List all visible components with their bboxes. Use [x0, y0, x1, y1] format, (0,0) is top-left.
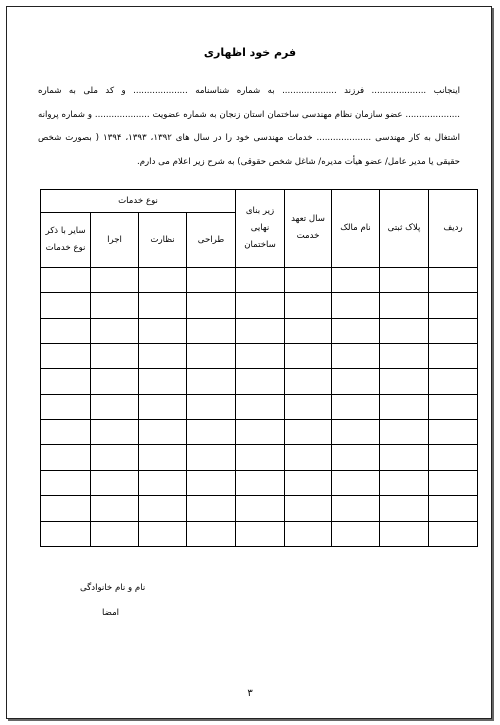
table-cell[interactable] [91, 293, 139, 318]
table-cell[interactable] [187, 369, 236, 394]
table-cell[interactable] [187, 394, 236, 419]
table-cell[interactable] [139, 420, 187, 445]
table-cell[interactable] [332, 267, 380, 292]
table-cell[interactable] [41, 470, 91, 495]
table-cell[interactable] [41, 369, 91, 394]
header-tarahi: طراحی [187, 213, 236, 268]
table-cell[interactable] [332, 470, 380, 495]
table-cell[interactable] [187, 521, 236, 546]
table-row [41, 343, 478, 368]
table-cell[interactable] [236, 394, 285, 419]
table-cell[interactable] [41, 445, 91, 470]
table-cell[interactable] [139, 369, 187, 394]
table-cell[interactable] [139, 394, 187, 419]
header-malek: نام مالک [332, 190, 380, 268]
table-cell[interactable] [380, 267, 429, 292]
table-cell[interactable] [187, 420, 236, 445]
form-title: فرم خود اظهاری [203, 46, 297, 59]
table-cell[interactable] [332, 521, 380, 546]
table-cell[interactable] [285, 496, 332, 521]
paragraph-line-4: مدیره/ شاغل شخص حقوقی) به شرح زیر اعلام می دارم. [136, 156, 342, 167]
table-cell[interactable] [187, 343, 236, 368]
header-zirbana-line2: نهایی [250, 222, 270, 233]
table-cell[interactable] [285, 445, 332, 470]
header-zirbana-line1: زیر بنای [245, 205, 275, 216]
table-cell[interactable] [429, 318, 478, 343]
table-cell[interactable] [429, 445, 478, 470]
table-cell[interactable] [41, 318, 91, 343]
table-cell[interactable] [285, 521, 332, 546]
table-cell[interactable] [332, 445, 380, 470]
table-cell[interactable] [380, 369, 429, 394]
header-nezarat: نظارت [139, 213, 187, 268]
table-cell[interactable] [139, 445, 187, 470]
header-sayer [41, 213, 91, 268]
table-cell[interactable] [187, 318, 236, 343]
table-cell[interactable] [139, 343, 187, 368]
table-cell[interactable] [139, 293, 187, 318]
table-cell[interactable] [91, 394, 139, 419]
header-sal-line2: خدمت [296, 231, 320, 242]
table-row [41, 394, 478, 419]
header-sal-line1: سال تعهد [291, 214, 325, 225]
table-cell[interactable] [236, 470, 285, 495]
table-cell[interactable] [236, 343, 285, 368]
header-pelak: پلاک ثبتی [380, 190, 429, 268]
table-cell[interactable] [41, 394, 91, 419]
table-row [41, 267, 478, 292]
table-cell[interactable] [236, 420, 285, 445]
table-cell[interactable] [91, 420, 139, 445]
table-cell[interactable] [285, 293, 332, 318]
header-zirbana [236, 190, 285, 268]
table-cell[interactable] [380, 318, 429, 343]
header-radif: ردیف [429, 190, 478, 268]
table-cell[interactable] [187, 445, 236, 470]
table-cell[interactable] [429, 394, 478, 419]
table-cell[interactable] [91, 521, 139, 546]
table-cell[interactable] [187, 496, 236, 521]
table-cell[interactable] [91, 318, 139, 343]
table-cell[interactable] [380, 293, 429, 318]
table-row [41, 420, 478, 445]
table-cell[interactable] [429, 267, 478, 292]
signature-sign-label: امضا [102, 608, 120, 618]
table-cell[interactable] [236, 369, 285, 394]
header-ejra: اجرا [91, 213, 139, 268]
table-cell[interactable] [139, 267, 187, 292]
paragraph-line-3: .................... خدمات مهندسی خود را در سال های ۱۳۹۲، ۱۳۹۳، ۱۳۹۴ ( بصورت شخص حقیقی یا مدیر عامل/ عضو هیأت [38, 133, 460, 167]
table-cell[interactable] [285, 318, 332, 343]
table-cell[interactable] [429, 420, 478, 445]
header-noe-khadamat: نوع خدمات [41, 190, 236, 213]
services-table [40, 189, 478, 547]
paragraph-line-2: سازمان نظام مهندسی ساختمان استان زنجان به شماره عضویت .................... و شماره پروانه اشتغال به کار مهندسی [38, 109, 460, 143]
table-cell[interactable] [236, 318, 285, 343]
header-sayer-line2: نوع خدمات [45, 243, 86, 254]
header-sayer-line1: سایر با ذکر [45, 226, 86, 237]
table-cell[interactable] [332, 318, 380, 343]
table-cell[interactable] [380, 470, 429, 495]
table-cell[interactable] [332, 394, 380, 419]
table-cell[interactable] [91, 369, 139, 394]
table-cell[interactable] [187, 470, 236, 495]
table-header-row-1 [41, 190, 478, 213]
table-row [41, 293, 478, 318]
header-sal-tahod [285, 190, 332, 268]
table-cell[interactable] [380, 420, 429, 445]
table-cell[interactable] [380, 445, 429, 470]
table-cell[interactable] [187, 267, 236, 292]
table-cell[interactable] [285, 394, 332, 419]
table-row [41, 369, 478, 394]
table-cell[interactable] [429, 369, 478, 394]
table-cell[interactable] [139, 470, 187, 495]
table-cell[interactable] [380, 521, 429, 546]
table-cell[interactable] [41, 267, 91, 292]
table-cell[interactable] [380, 394, 429, 419]
header-zirbana-line3: ساختمان [244, 239, 276, 250]
table-cell[interactable] [285, 420, 332, 445]
table-cell[interactable] [236, 445, 285, 470]
table-cell[interactable] [429, 293, 478, 318]
table-cell[interactable] [91, 267, 139, 292]
table-row [41, 521, 478, 546]
table-cell[interactable] [332, 293, 380, 318]
table-cell[interactable] [236, 293, 285, 318]
table-cell[interactable] [91, 445, 139, 470]
table-cell[interactable] [91, 343, 139, 368]
table-cell[interactable] [41, 343, 91, 368]
table-cell[interactable] [91, 496, 139, 521]
table-cell[interactable] [429, 343, 478, 368]
signature-name-label: نام و نام خانوادگی [80, 583, 146, 593]
table-row [41, 470, 478, 495]
table-row [41, 496, 478, 521]
table-cell[interactable] [429, 496, 478, 521]
table-cell[interactable] [429, 470, 478, 495]
table-cell[interactable] [285, 343, 332, 368]
table-cell[interactable] [236, 267, 285, 292]
table-cell[interactable] [285, 369, 332, 394]
table-cell[interactable] [236, 521, 285, 546]
table-cell[interactable] [236, 496, 285, 521]
paragraph-line-1: اینجانب .................... فرزند .................... به شماره شناسنامه .................... و کد ملی به شماره .................... عضو [38, 86, 460, 120]
table-cell[interactable] [285, 470, 332, 495]
table-cell[interactable] [41, 521, 91, 546]
table-cell[interactable] [332, 369, 380, 394]
page-number: ۳ [247, 688, 253, 699]
table-cell[interactable] [380, 496, 429, 521]
table-cell[interactable] [380, 343, 429, 368]
declaration-paragraph [38, 80, 460, 174]
table-cell[interactable] [139, 496, 187, 521]
table-cell[interactable] [139, 318, 187, 343]
table-row [41, 445, 478, 470]
table-cell[interactable] [41, 420, 91, 445]
table-cell[interactable] [285, 267, 332, 292]
table-cell[interactable] [41, 293, 91, 318]
table-row [41, 318, 478, 343]
table-cell[interactable] [429, 521, 478, 546]
table-cell[interactable] [139, 521, 187, 546]
table-cell[interactable] [332, 420, 380, 445]
table-cell[interactable] [41, 496, 91, 521]
table-body [41, 267, 478, 546]
table-cell[interactable] [332, 496, 380, 521]
table-cell[interactable] [91, 470, 139, 495]
table-cell[interactable] [187, 293, 236, 318]
table-cell[interactable] [332, 343, 380, 368]
